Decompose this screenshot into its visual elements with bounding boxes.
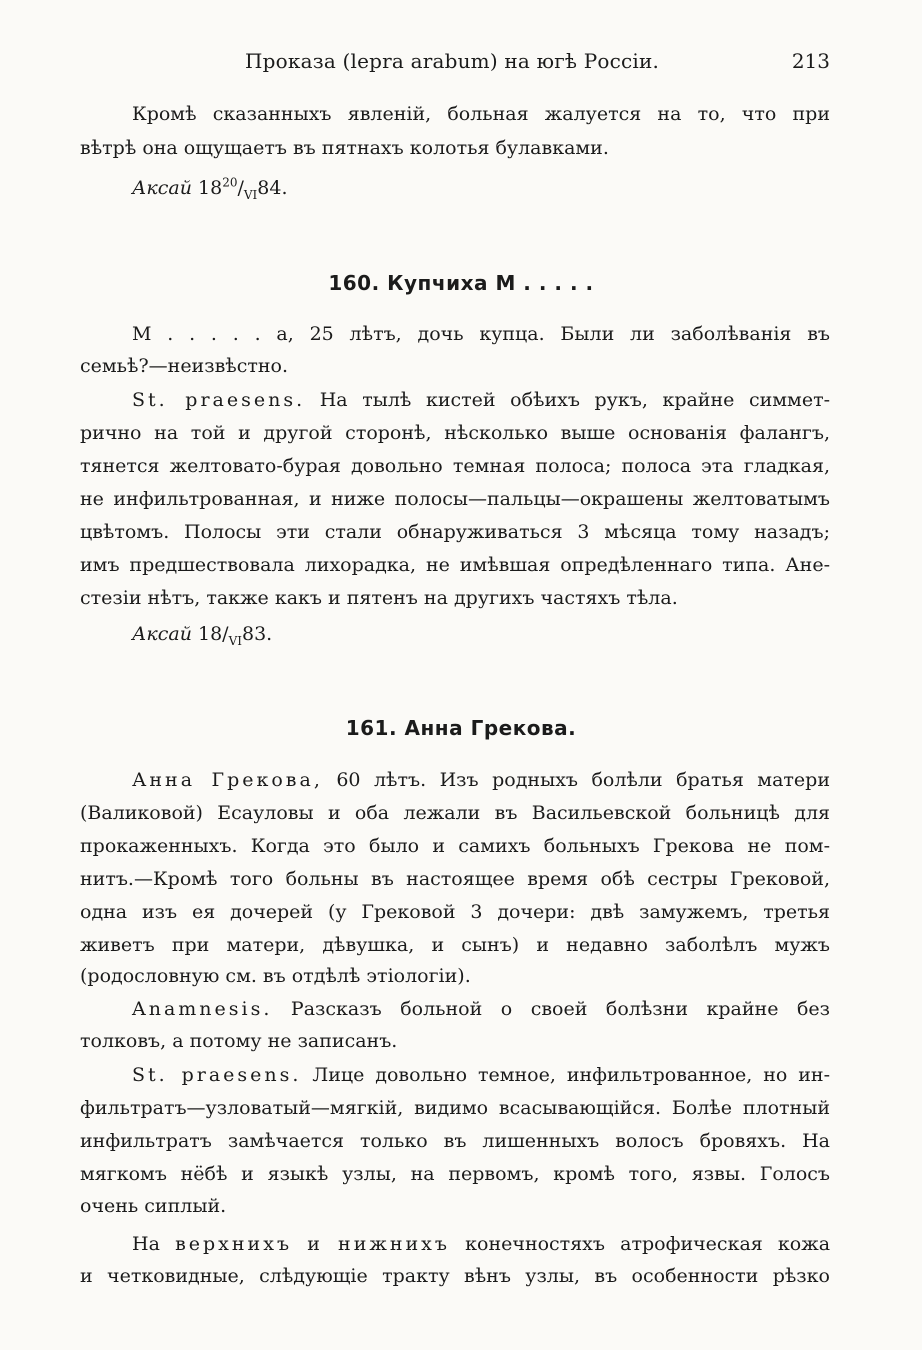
paragraph-line: инфильтратъ замѣчается только въ лишенныхъ волосъ бровяхъ. На xyxy=(80,1130,830,1152)
paragraph-line: цвѣтомъ. Полосы эти стали обнаруживаться 3 мѣсяца тому назадъ; xyxy=(80,521,830,543)
paragraph-line: нитъ.—Кромѣ того больны въ настоящее время обѣ сестры Грековой, xyxy=(80,868,830,890)
date-line xyxy=(132,620,272,648)
running-header xyxy=(245,46,830,76)
paragraph-line: (Валиковой) Есауловы и оба лежали въ Васильевской больницѣ для xyxy=(80,802,830,824)
paragraph-line: Кромѣ сказанныхъ явленій, больная жалуется на то, что при xyxy=(132,103,830,125)
paragraph-line: мягкомъ нёбѣ и языкѣ узлы, на первомъ, кромѣ того, язвы. Голосъ xyxy=(80,1163,830,1185)
paragraph-line: одна изъ ея дочерей (у Грековой 3 дочери: двѣ замужемъ, третья xyxy=(80,901,830,923)
patient-name: Анна Грекова, xyxy=(132,769,323,791)
date-year: 83. xyxy=(241,623,273,645)
case-160-heading: 160. Купчиха М . . . . . xyxy=(328,271,594,295)
page-number: 213 xyxy=(791,49,830,73)
paragraph-line: очень сиплый. xyxy=(80,1195,227,1217)
date-day: 18 xyxy=(198,177,223,199)
date-month: VI xyxy=(228,633,242,648)
paragraph-line: семьѣ?—неизвѣстно. xyxy=(80,355,289,377)
paragraph-line xyxy=(132,766,830,794)
paragraph-line xyxy=(132,386,830,414)
paragraph-line: толковъ, а потому не записанъ. xyxy=(80,1030,398,1052)
date-slash: / xyxy=(237,177,244,199)
paragraph-line: (родословную см. въ отдѣлѣ этіологіи). xyxy=(80,965,471,987)
date-day: 18/ xyxy=(198,623,229,645)
case-161-heading: 161. Анна Грекова. xyxy=(345,716,577,740)
spaced-word: и xyxy=(307,1233,323,1255)
date-month: VI xyxy=(243,187,258,202)
paragraph-line: прокаженныхъ. Когда это было и самихъ больныхъ Грекова не пом- xyxy=(80,835,830,857)
paragraph-line: стезіи нѣтъ, также какъ и пятенъ на другихъ частяхъ тѣла. xyxy=(80,587,678,609)
paragraph-line: и четковидные, слѣдующіе тракту вѣнъ узлы, въ особенности рѣзко xyxy=(80,1265,830,1287)
status-text: На тылѣ кистей обѣихъ рукъ, крайне симмет- xyxy=(319,389,831,411)
anamnesis-label: Anamnesis. xyxy=(132,998,273,1020)
status-label: St. praesens. xyxy=(132,1064,302,1086)
date-year: 84. xyxy=(257,177,288,199)
paragraph-line: М . . . . . а, 25 лѣтъ, дочь купца. Были ли заболѣванія въ xyxy=(132,323,830,345)
paragraph-line xyxy=(132,1061,830,1089)
date-place: Аксай xyxy=(132,623,192,645)
spaced-word: верхнихъ xyxy=(175,1233,293,1255)
date-place: Аксай xyxy=(132,177,192,199)
paragraph-line: рично на той и другой сторонѣ, нѣсколько выше основанія фалангъ, xyxy=(80,422,830,444)
paragraph-text: На xyxy=(132,1233,160,1255)
paragraph-line: имъ предшествовала лихорадка, не имѣвшая опредѣленнаго типа. Ане- xyxy=(80,554,830,576)
paragraph-line xyxy=(132,995,830,1023)
spaced-word: нижнихъ xyxy=(338,1233,450,1255)
paragraph-text: 60 лѣтъ. Изъ родныхъ болѣли братья матери xyxy=(336,769,830,791)
paragraph-line: тянется желтовато-бурая довольно темная полоса; полоса эта гладкая, xyxy=(80,455,830,477)
status-label: St. praesens. xyxy=(132,389,306,411)
paragraph-line: фильтратъ—узловатый—мягкій, видимо всасывающійся. Болѣе плотный xyxy=(80,1097,830,1119)
running-title: Проказа (lepra arabum) на югѣ Россіи. xyxy=(245,49,660,73)
status-text: Лице довольно темное, инфильтрованное, но ин- xyxy=(312,1064,830,1086)
paragraph-line: не инфильтрованная, и ниже полосы—пальцы—окрашены желтоватымъ xyxy=(80,488,830,510)
paragraph-text: Разсказъ больной о своей болѣзни крайне без xyxy=(290,998,830,1020)
paragraph-line: живетъ при матери, дѣвушка, и сынъ) и недавно заболѣлъ мужъ xyxy=(80,934,830,956)
date-sup: 20 xyxy=(222,175,238,190)
paragraph-text: конечностяхъ атрофическая кожа xyxy=(465,1233,831,1255)
paragraph-line xyxy=(132,1230,830,1258)
paragraph-line: вѣтрѣ она ощущаетъ въ пятнахъ колотья булавками. xyxy=(80,137,609,159)
date-line xyxy=(132,174,288,202)
